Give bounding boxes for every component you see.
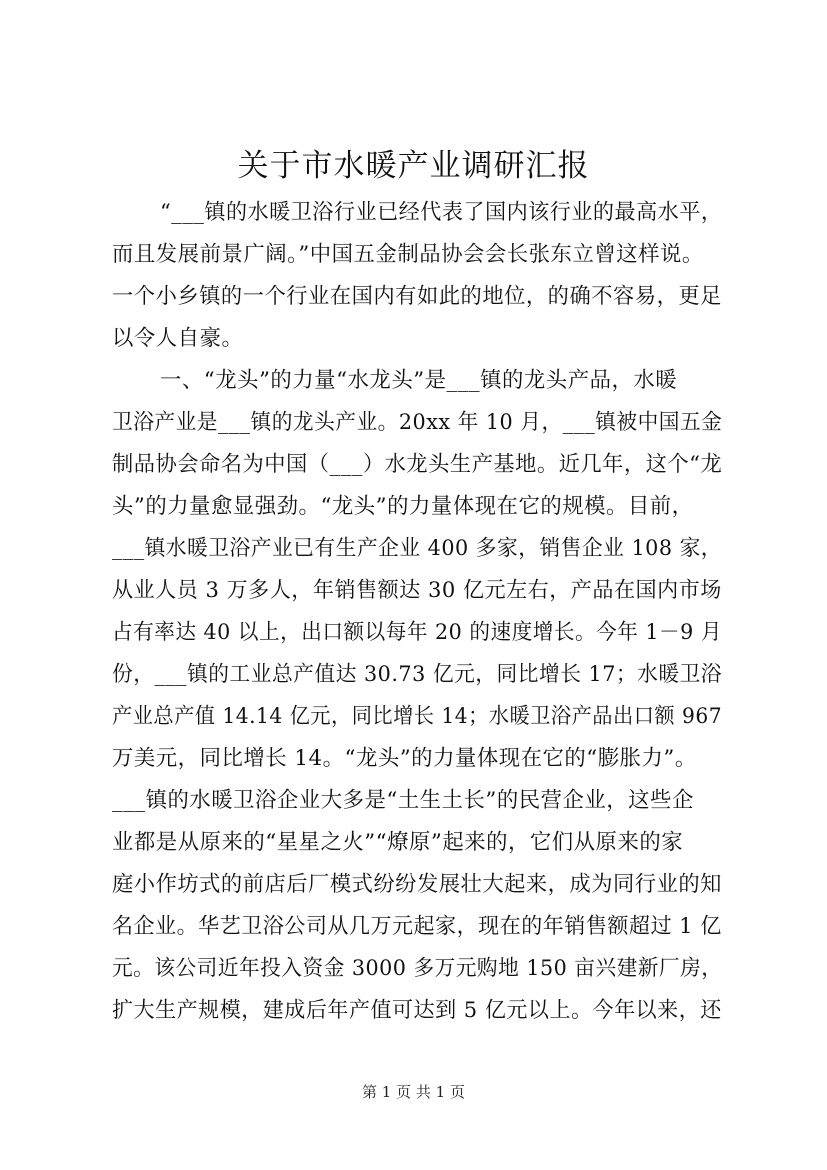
paragraph-line: 以令人自豪。 [112, 326, 244, 351]
paragraph-line: 一、“龙头”的力量“水龙头”是___镇的龙头产品，水暖 [160, 368, 678, 393]
paragraph-line: 扩大生产规模，建成后年产值可达到 5 亿元以上。今年以来，还 [112, 998, 722, 1023]
page-number-footer: 第 1 页 共 1 页 [362, 1083, 465, 1101]
paragraph-line: ___镇的水暖卫浴企业大多是“土生土长”的民营企业，这些企 [112, 788, 694, 813]
paragraph-line: 份，___镇的工业总产值达 30.73 亿元，同比增长 17；水暖卫浴 [112, 662, 723, 687]
paragraph-line: 元。该公司近年投入资金 3000 多万元购地 150 亩兴建新厂房， [112, 956, 723, 981]
paragraph-line: 占有率达 40 以上，出口额以每年 20 的速度增长。今年 1－9 月 [112, 620, 722, 645]
paragraph-line: 万美元，同比增长 14。“龙头”的力量体现在它的“膨胀力”。 [112, 746, 697, 771]
paragraph-line: 名企业。华艺卫浴公司从几万元起家，现在的年销售额超过 1 亿 [112, 914, 722, 939]
paragraph-line: 产业总产值 14.14 亿元，同比增长 14；水暖卫浴产品出口额 967 [112, 704, 723, 729]
paragraph-line: ___镇水暖卫浴产业已有生产企业 400 多家，销售企业 108 家， [112, 536, 723, 561]
paragraph-line: 头”的力量愈显强劲。“龙头”的力量体现在它的规模。目前， [112, 494, 694, 519]
document-title: 关于市水暖产业调研汇报 [237, 148, 590, 184]
paragraph-line: 业都是从原来的“星星之火”“燎原”起来的，它们从原来的家 [112, 830, 684, 855]
paragraph-line: 一个小乡镇的一个行业在国内有如此的地位，的确不容易，更足 [112, 284, 722, 309]
paragraph-line: “___镇的水暖卫浴行业已经代表了国内该行业的最高水平， [160, 200, 723, 225]
paragraph-line: 从业人员 3 万多人，年销售额达 30 亿元左右，产品在国内市场 [112, 578, 722, 603]
paragraph-line: 而且发展前景广阔。”中国五金制品协会会长张东立曾这样说。 [112, 242, 704, 267]
paragraph-line: 卫浴产业是___镇的龙头产业。20xx 年 10 月，___镇被中国五金 [112, 410, 723, 435]
paragraph-line: 庭小作坊式的前店后厂模式纷纷发展壮大起来，成为同行业的知 [112, 872, 722, 897]
paragraph-line: 制品协会命名为中国（___）水龙头生产基地。近几年，这个“龙 [112, 452, 723, 477]
